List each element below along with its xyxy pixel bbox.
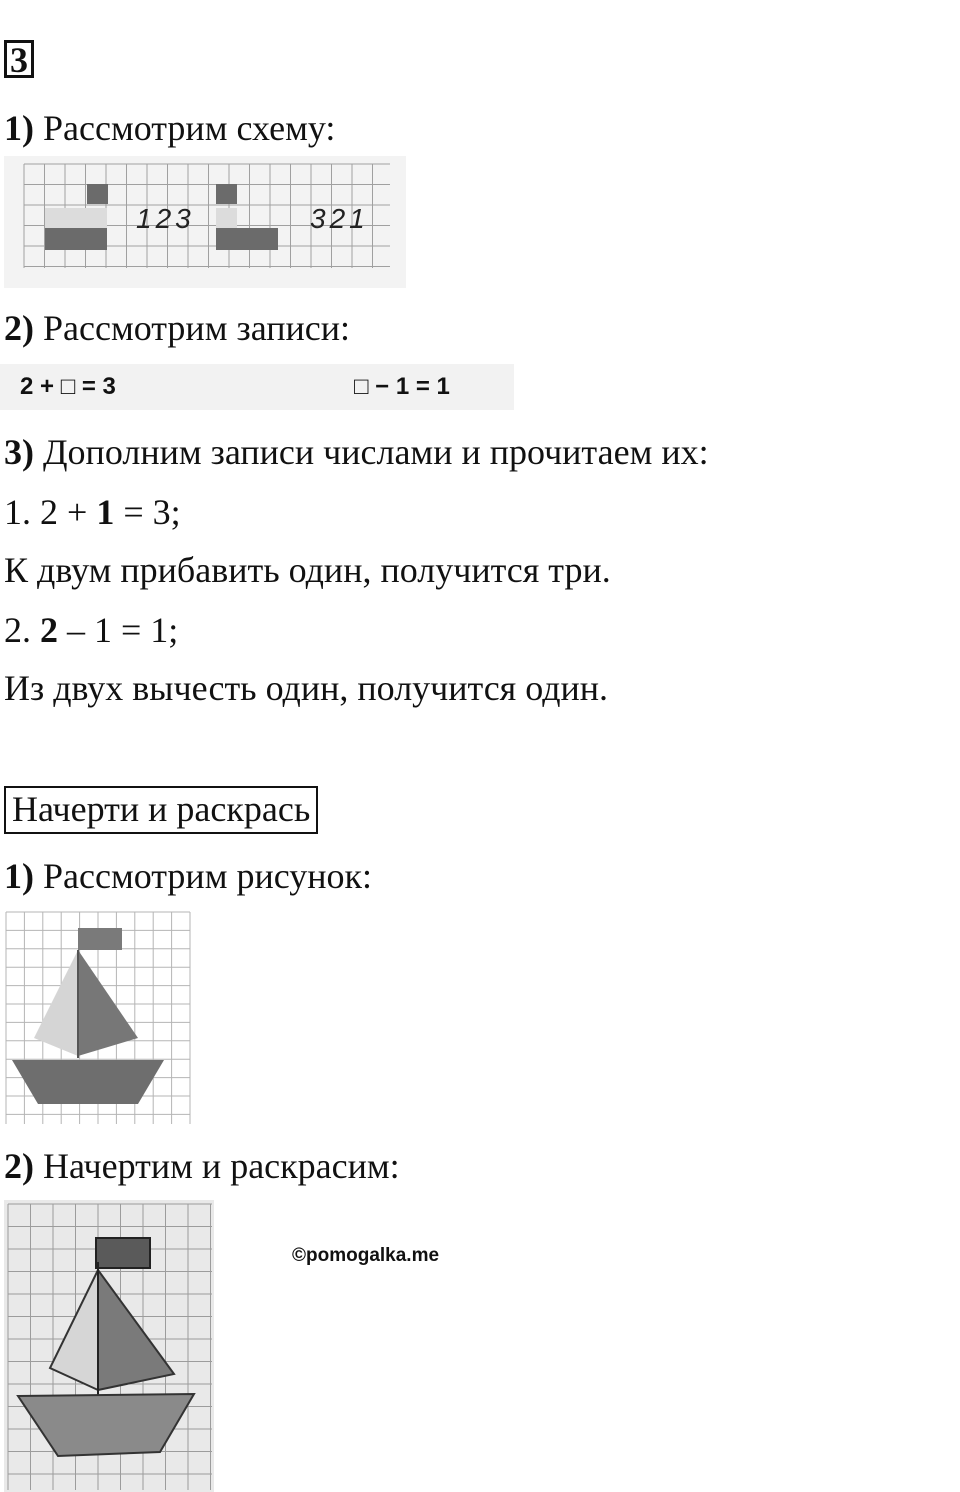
scheme-cell — [216, 184, 237, 204]
scheme-grid-image — [4, 156, 406, 288]
answer-text: 2. — [4, 610, 40, 650]
step-text: Рассмотрим записи: — [43, 308, 350, 348]
answer-1-reading: К двум прибавить один, получится три. — [4, 550, 611, 590]
record-right: □ − 1 = 1 — [354, 373, 450, 400]
task-step2 — [4, 308, 350, 348]
task-number: 3 — [4, 40, 34, 78]
draw-step1 — [4, 856, 372, 896]
scheme-cell — [216, 208, 237, 228]
answer-1 — [4, 492, 181, 532]
boat-drawing-image — [4, 1200, 214, 1492]
answer-text: – 1 = 1; — [58, 610, 179, 650]
step-label: 1) — [4, 108, 34, 148]
step-label: 3) — [4, 432, 34, 472]
scheme-cell — [45, 208, 107, 228]
answer-2-reading: Из двух вычесть один, получится один. — [4, 668, 609, 708]
scheme-label-left: 123 — [136, 203, 195, 234]
step-label: 1) — [4, 856, 34, 896]
draw-step2 — [4, 1146, 400, 1186]
task-step1 — [4, 108, 335, 148]
step-text: Начертим и раскрасим: — [43, 1146, 400, 1186]
scheme-cell — [45, 228, 107, 250]
step-text: Рассмотрим схему: — [43, 108, 336, 148]
answer-number: 1 — [96, 492, 115, 532]
answer-text: 1. 2 + — [4, 492, 97, 532]
step-text: Дополним записи числами и прочитаем их: — [43, 432, 709, 472]
watermark: ©pomogalka.me — [292, 1245, 440, 1266]
scheme-cell — [87, 184, 108, 204]
step-text: Рассмотрим рисунок: — [43, 856, 373, 896]
hull — [12, 1060, 164, 1104]
answer-2 — [4, 610, 178, 650]
flag — [96, 1238, 150, 1268]
answer-number: 2 — [40, 610, 58, 650]
scheme-label-right: 321 — [310, 203, 369, 234]
step-label: 2) — [4, 308, 34, 348]
task-step3 — [4, 432, 709, 472]
boat-reference-image — [4, 910, 192, 1126]
scheme-cell — [216, 228, 278, 250]
section-title: Начерти и раскрась — [4, 786, 318, 834]
step-label: 2) — [4, 1146, 34, 1186]
answer-text: = 3; — [114, 492, 181, 532]
record-left: 2 + □ = 3 — [20, 373, 116, 400]
flag — [78, 928, 122, 950]
